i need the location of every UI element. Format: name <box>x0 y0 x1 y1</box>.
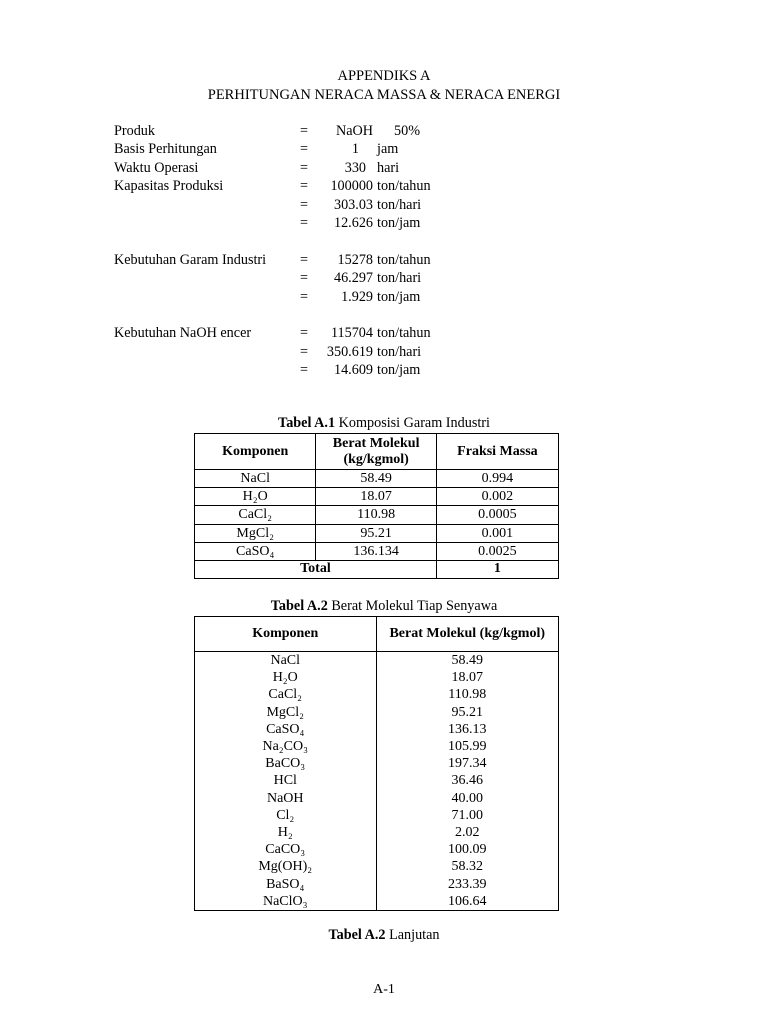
param-label: Kebutuhan NaOH encer <box>114 325 252 342</box>
table2-continued-caption <box>0 927 768 944</box>
table-row <box>195 542 559 560</box>
cell-komponen: HCl <box>195 772 377 789</box>
table-row <box>195 524 559 542</box>
param-equals: = <box>300 123 309 139</box>
param-equals: = <box>300 251 309 268</box>
param-row <box>114 214 534 232</box>
table2-caption-label: Tabel A.2 <box>270 598 328 614</box>
cell-komponen: H₂O <box>195 669 377 686</box>
cell-komponen: NaOH <box>195 790 377 807</box>
table-row <box>195 875 559 892</box>
param-label: Produk <box>114 123 155 139</box>
param-row <box>114 122 534 140</box>
table-row <box>195 738 559 755</box>
param-unit: 50% <box>394 123 421 139</box>
cell-berat-molekul: 2.02 <box>376 824 559 841</box>
param-unit: ton/tahun <box>377 325 431 342</box>
param-row <box>114 269 534 287</box>
param-value: 115704 <box>330 325 373 342</box>
param-unit: ton/hari <box>377 343 422 360</box>
table2-caption-text: Berat Molekul Tiap Senyawa <box>327 598 498 614</box>
param-unit: ton/hari <box>377 196 422 213</box>
param-row <box>114 288 534 306</box>
col-header-komponen: Komponen <box>195 617 377 652</box>
cell-komponen: MgCl₂ <box>195 704 377 721</box>
table-row <box>195 790 559 807</box>
table-header-row <box>195 434 559 470</box>
param-value: 12.626 <box>333 214 373 231</box>
appendix-subtitle: PERHITUNGAN NERACA MASSA & NERACA ENERGI <box>207 87 561 103</box>
total-label: Total <box>195 560 437 578</box>
cell-berat-molekul: 95.21 <box>376 704 559 721</box>
cell-berat-molekul: 40.00 <box>376 790 559 807</box>
param-equals: = <box>300 159 309 176</box>
param-equals: = <box>300 178 309 195</box>
table-row <box>195 841 559 858</box>
cell-berat-molekul: 95.21 <box>316 524 436 542</box>
table-row <box>195 893 559 911</box>
cell-berat-molekul: 106.64 <box>376 893 559 911</box>
table-row <box>195 686 559 703</box>
param-equals: = <box>300 214 309 231</box>
appendix-title: APPENDIKS A <box>337 68 431 84</box>
param-value: 15278 <box>337 251 373 268</box>
param-value: 1.929 <box>341 288 373 305</box>
param-row <box>114 343 534 361</box>
table-row <box>195 704 559 721</box>
param-value: 100000 <box>330 178 373 195</box>
parameter-list <box>114 122 534 379</box>
table-row <box>195 669 559 686</box>
param-value: 350.619 <box>326 343 373 360</box>
cell-komponen: H₂O <box>195 488 316 506</box>
cell-fraksi: 0.0005 <box>436 506 558 524</box>
param-value: 303.03 <box>333 196 373 213</box>
table-row <box>195 858 559 875</box>
cell-komponen: CaCl₂ <box>195 686 377 703</box>
col-header-berat-molekul: Berat Molekul (kg/kgmol) <box>316 434 436 470</box>
param-row <box>114 177 534 195</box>
cell-komponen: CaCl₂ <box>195 506 316 524</box>
col-header-berat-molekul: Berat Molekul (kg/kgmol) <box>376 617 559 652</box>
table1-caption-label: Tabel A.1 <box>278 415 336 431</box>
param-row <box>114 251 534 269</box>
param-label: Basis Perhitungan <box>114 141 217 158</box>
param-row <box>114 324 534 342</box>
col-header-komponen: Komponen <box>195 434 316 470</box>
composition-table <box>194 433 559 579</box>
cell-berat-molekul: 58.49 <box>316 470 436 488</box>
cell-komponen: CaSO₄ <box>195 542 316 560</box>
table2-caption <box>0 598 768 615</box>
cell-berat-molekul: 233.39 <box>376 875 559 892</box>
cell-komponen: NaCl <box>195 652 377 670</box>
param-row <box>114 361 534 379</box>
param-equals: = <box>300 362 309 379</box>
page-number: A-1 <box>373 982 395 997</box>
param-row <box>114 196 534 214</box>
cell-komponen: BaCO₃ <box>195 755 377 772</box>
param-unit: ton/jam <box>377 288 421 305</box>
cell-komponen: NaCl <box>195 470 316 488</box>
table1-caption-text: Komposisi Garam Industri <box>335 415 490 431</box>
table1-caption <box>0 415 768 432</box>
param-value: NaOH <box>335 123 373 139</box>
param-row <box>114 140 534 158</box>
cell-fraksi: 0.0025 <box>436 542 558 560</box>
param-equals: = <box>300 196 309 213</box>
cell-fraksi: 0.002 <box>436 488 558 506</box>
param-equals: = <box>300 288 309 305</box>
cell-berat-molekul: 110.98 <box>376 686 559 703</box>
param-unit: jam <box>377 141 399 158</box>
table-row <box>195 470 559 488</box>
cell-berat-molekul: 58.32 <box>376 858 559 875</box>
cell-berat-molekul: 136.13 <box>376 721 559 738</box>
param-value: 330 <box>344 159 366 176</box>
col-header-fraksi-massa: Fraksi Massa <box>436 434 558 470</box>
table-header-row <box>195 617 559 652</box>
cell-komponen: Cl₂ <box>195 807 377 824</box>
cell-komponen: NaClO₃ <box>195 893 377 911</box>
param-unit: ton/jam <box>377 214 421 231</box>
cell-berat-molekul: 110.98 <box>316 506 436 524</box>
cell-fraksi: 0.001 <box>436 524 558 542</box>
table-row <box>195 807 559 824</box>
param-value: 46.297 <box>333 270 373 287</box>
cell-komponen: BaSO₄ <box>195 875 377 892</box>
param-row <box>114 159 534 177</box>
total-value: 1 <box>436 560 558 578</box>
table-row <box>195 652 559 670</box>
cell-fraksi: 0.994 <box>436 470 558 488</box>
cell-komponen: MgCl₂ <box>195 524 316 542</box>
param-label: Waktu Operasi <box>114 159 199 176</box>
param-equals: = <box>300 270 309 287</box>
param-value: 1 <box>351 141 359 158</box>
param-equals: = <box>300 343 309 360</box>
param-equals: = <box>300 141 309 158</box>
cell-berat-molekul: 71.00 <box>376 807 559 824</box>
cell-berat-molekul: 197.34 <box>376 755 559 772</box>
table-row <box>195 506 559 524</box>
continued-caption-text: Lanjutan <box>385 927 440 943</box>
table-row <box>195 772 559 789</box>
cell-berat-molekul: 18.07 <box>376 669 559 686</box>
cell-komponen: CaCO₃ <box>195 841 377 858</box>
cell-komponen: H₂ <box>195 824 377 841</box>
param-value: 14.609 <box>333 362 373 379</box>
table-total-row <box>195 560 559 578</box>
cell-berat-molekul: 58.49 <box>376 652 559 670</box>
cell-komponen: Na₂CO₃ <box>195 738 377 755</box>
cell-komponen: Mg(OH)₂ <box>195 858 377 875</box>
table-row <box>195 755 559 772</box>
table-row <box>195 721 559 738</box>
param-unit: hari <box>377 159 400 176</box>
param-label: Kapasitas Produksi <box>114 178 224 195</box>
cell-berat-molekul: 18.07 <box>316 488 436 506</box>
cell-berat-molekul: 100.09 <box>376 841 559 858</box>
table-row <box>195 824 559 841</box>
param-unit: ton/jam <box>377 362 421 379</box>
param-label: Kebutuhan Garam Industri <box>114 251 267 268</box>
cell-berat-molekul: 105.99 <box>376 738 559 755</box>
param-unit: ton/tahun <box>377 251 431 268</box>
cell-berat-molekul: 36.46 <box>376 772 559 789</box>
param-unit: ton/hari <box>377 270 422 287</box>
param-equals: = <box>300 325 309 342</box>
cell-berat-molekul: 136.134 <box>316 542 436 560</box>
param-unit: ton/tahun <box>377 178 431 195</box>
continued-caption-label: Tabel A.2 <box>328 927 386 943</box>
molecular-weight-table <box>194 616 559 911</box>
table-row <box>195 488 559 506</box>
cell-komponen: CaSO₄ <box>195 721 377 738</box>
